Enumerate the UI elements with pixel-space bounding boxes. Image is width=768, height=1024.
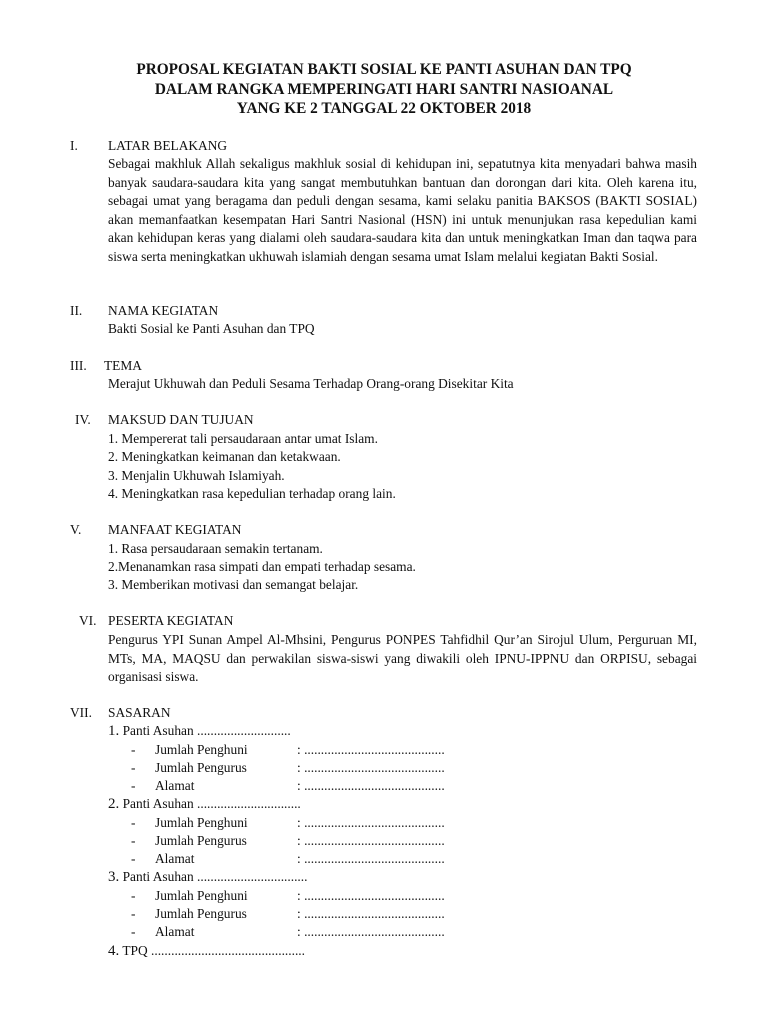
section-heading: PESERTA KEGIATAN <box>108 613 234 628</box>
detail-label: Jumlah Penghuni <box>155 742 248 757</box>
list-item: 2. Meningkatkan keimanan dan ketakwaan. <box>108 449 341 464</box>
dash-bullet: - <box>131 833 136 848</box>
section-heading: MANFAAT KEGIATAN <box>108 522 242 537</box>
section-number: V. <box>70 522 82 537</box>
target-item <box>108 942 305 961</box>
title-line-2: DALAM RANGKA MEMPERINGATI HARI SANTRI NASIOANAL <box>154 80 614 98</box>
section-number: I. <box>70 138 78 153</box>
target-name: Panti Asuhan ................................. <box>122 869 308 884</box>
dash-bullet: - <box>131 906 136 921</box>
target-number: 4. <box>108 943 120 959</box>
list-item: 3. Memberikan motivasi dan semangat belajar. <box>108 577 359 592</box>
list-item: 1. Rasa persaudaraan semakin tertanam. <box>108 541 323 556</box>
detail-value: : .......................................... <box>297 924 445 939</box>
section-number: VII. <box>70 705 92 720</box>
target-item <box>108 868 307 887</box>
detail-value: : .......................................... <box>297 888 445 903</box>
section-body: Bakti Sosial ke Panti Asuhan dan TPQ <box>108 321 315 336</box>
section-heading: MAKSUD DAN TUJUAN <box>108 412 254 427</box>
detail-label: Jumlah Pengurus <box>155 760 247 775</box>
detail-value: : .......................................... <box>297 760 445 775</box>
dash-bullet: - <box>131 888 136 903</box>
title-line-1: PROPOSAL KEGIATAN BAKTI SOSIAL KE PANTI ASUHAN DAN TPQ <box>136 61 632 78</box>
target-number: 2. <box>108 796 120 812</box>
detail-value: : .......................................... <box>297 851 445 866</box>
list-item: 2.Menanamkan rasa simpati dan empati terhadap sesama. <box>108 559 416 574</box>
target-number: 3. <box>108 869 120 885</box>
detail-value: : .......................................... <box>297 742 445 757</box>
section-number: III. <box>70 358 87 373</box>
detail-label: Jumlah Penghuni <box>155 888 248 903</box>
detail-label: Jumlah Pengurus <box>155 906 247 921</box>
target-item <box>108 722 291 741</box>
dash-bullet: - <box>131 815 136 830</box>
section-body: Pengurus YPI Sunan Ampel Al-Mhsini, Pengurus PONPES Tahfidhil Qur’an Sirojul Ulum, Perguruan MI, MTs, MA, MAQSU dan perwakilan siswa-siswi yang diwakili oleh IPNU-IPPNU dan ORPISU, sebagai organisasi siswa. <box>108 632 697 684</box>
detail-label: Jumlah Penghuni <box>155 815 248 830</box>
title-line-3: YANG KE 2 TANGGAL 22 OKTOBER 2018 <box>236 100 532 117</box>
target-name: Panti Asuhan ............................ <box>122 723 291 738</box>
detail-label: Alamat <box>155 924 195 939</box>
target-number: 1. <box>108 723 120 739</box>
section-body: Merajut Ukhuwah dan Peduli Sesama Terhadap Orang-orang Disekitar Kita <box>108 376 514 391</box>
section-number: II. <box>70 303 83 318</box>
section-body: Sebagai makhluk Allah sekaligus makhluk sosial di kehidupan ini, sepatutnya kita menyadari bahwa masih banyak saudara-saudara kita yang sangat membutuhkan bantuan dan dorongan dari kita. Oleh karena itu, sebagai umat yang beragama dan peduli dengan sesama, kami selaku panitia BAKSOS (BAKTI SOSIAL) akan memanfaatkan kesempatan Hari Santri Nasional (HSN) ini untuk menunjukan rasa kepedulian kami akan kehidupan keras yang dialami oleh saudara-saudara kita dan untuk meningkatkan Iman dan taqwa para siswa serta meningkatkan ukhuwah islamiah dengan sesama umat Islam melalui kegiatan Bakti Sosial. <box>108 156 697 264</box>
detail-value: : .......................................... <box>297 778 445 793</box>
list-item: 1. Mempererat tali persaudaraan antar umat Islam. <box>108 431 378 446</box>
target-name: TPQ .............................................. <box>122 943 305 958</box>
section-heading: SASARAN <box>108 705 171 720</box>
target-name: Panti Asuhan ............................... <box>122 796 301 811</box>
dash-bullet: - <box>131 851 136 866</box>
detail-value: : .......................................... <box>297 906 445 921</box>
list-item: 3. Menjalin Ukhuwah Islamiyah. <box>108 468 285 483</box>
dash-bullet: - <box>131 760 136 775</box>
section-number: VI. <box>79 613 97 628</box>
list-item: 4. Meningkatkan rasa kepedulian terhadap orang lain. <box>108 486 396 501</box>
document-title <box>60 60 708 119</box>
target-item <box>108 795 301 814</box>
detail-value: : .......................................... <box>297 815 445 830</box>
section-heading: LATAR BELAKANG <box>108 138 228 153</box>
section-heading: NAMA KEGIATAN <box>108 303 219 318</box>
detail-label: Jumlah Pengurus <box>155 833 247 848</box>
dash-bullet: - <box>131 778 136 793</box>
detail-value: : .......................................... <box>297 833 445 848</box>
section-number: IV. <box>75 412 91 427</box>
detail-label: Alamat <box>155 778 195 793</box>
detail-label: Alamat <box>155 851 195 866</box>
dash-bullet: - <box>131 742 136 757</box>
dash-bullet: - <box>131 924 136 939</box>
section-heading: TEMA <box>104 358 142 373</box>
